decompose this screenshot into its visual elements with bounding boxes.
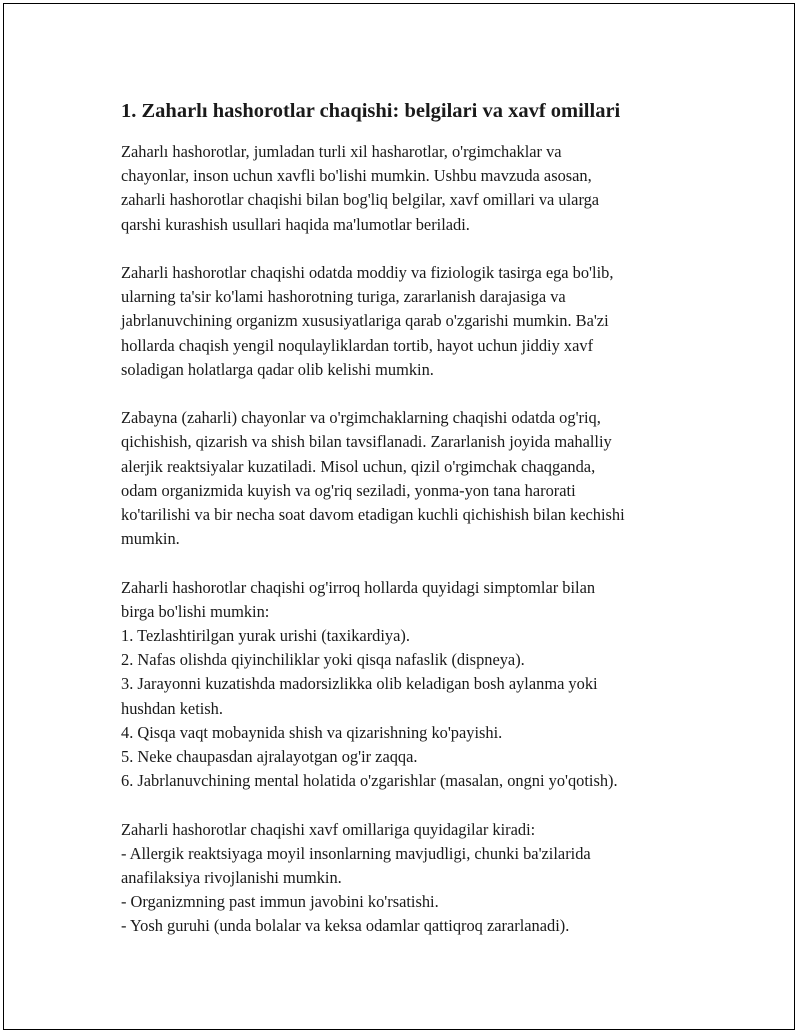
text-line: jabrlanuvchining organizm xususiyatlariga qarab o'zgarishi mumkin. Ba'zi — [121, 311, 609, 331]
text-line: qichishish, qizarish va shish bilan tavsiflanadi. Zararlanish joyida mahalliy — [121, 432, 612, 452]
text-line: odam organizmida kuyish va og'riq seziladi, yonma-yon tana harorati — [121, 480, 576, 500]
text-line: ko'tarilishi va bir necha soat davom etadigan kuchli qichishish bilan kechishi — [121, 505, 625, 525]
list-item: 2. Nafas olishda qiyinchiliklar yoki qisqa nafaslik (dispneya). — [121, 650, 525, 670]
list-item: 3. Jarayonni kuzatishda madorsizlikka olib keladigan bosh aylanma yoki — [121, 674, 598, 694]
list-item: 6. Jabrlanuvchining mental holatida o'zgarishlar (masalan, ongni yo'qotish). — [121, 771, 618, 791]
text-line: birga bo'lishi mumkin: — [121, 601, 270, 621]
text-line: soladigan holatlarga qadar olib kelishi mumkin. — [121, 359, 434, 379]
text-line: Zabayna (zaharli) chayonlar va o'rgimchaklarning chaqishi odatda og'riq, — [121, 408, 601, 428]
text-line: zaharli hashorotlar chaqishi bilan bog'liq belgilar, xavf omillari va ularga — [121, 190, 600, 210]
paragraph-intro — [121, 140, 701, 237]
list-item: - Yosh guruhi (unda bolalar va keksa odamlar qattiqroq zararlanadi). — [121, 916, 570, 936]
text-line: Zaharli hashorotlar chaqishi xavf omillariga quyidagilar kiradi: — [121, 819, 536, 839]
list-item: 5. Neke chaupasdan ajralayotgan og'ir zaqqa. — [121, 747, 418, 767]
paragraph-severe-symptoms — [121, 576, 701, 794]
list-item: - Organizmning past immun javobini ko'rsatishi. — [121, 892, 439, 912]
list-item: - Allergik reaktsiyaga moyil insonlarning mavjudligi, chunki ba'zilarida — [121, 843, 591, 863]
list-item-continuation: hushdan ketish. — [121, 698, 223, 718]
text-line: Zaharli hashorotlar chaqishi odatda moddiy va fiziologik tasirga ega bo'lib, — [121, 263, 614, 282]
text-line: alerjik reaktsiyalar kuzatiladi. Misol uchun, qizil o'rgimchak chaqganda, — [121, 456, 596, 476]
text-line: mumkin. — [121, 529, 180, 549]
paragraph-risk-factors — [121, 818, 701, 939]
text-line: qarshi kurashish usullari haqida ma'lumotlar beriladi. — [121, 214, 470, 234]
page-title: 1. Zaharlı hashorotlar chaqishi: belgilari va xavf omillari — [121, 100, 621, 122]
document-body — [121, 99, 701, 963]
text-line: Zaharlı hashorotlar, jumladan turli xil hasharotlar, o'rgimchaklar va — [121, 142, 562, 161]
text-line: ularning ta'sir ko'lami hashorotning turiga, zararlanish darajasiga va — [121, 287, 566, 307]
text-line: chayonlar, inson uchun xavfli bo'lishi mumkin. Ushbu mavzuda asosan, — [121, 166, 592, 186]
paragraph-effects — [121, 261, 701, 382]
list-item: 4. Qisqa vaqt mobaynida shish va qizarishning ko'payishi. — [121, 722, 503, 742]
list-item-continuation: anafilaksiya rivojlanishi mumkin. — [121, 868, 342, 888]
paragraph-symptoms-local — [121, 406, 701, 551]
text-line: hollarda chaqish yengil noqulayliklardan tortib, hayot uchun jiddiy xavf — [121, 335, 594, 355]
list-item: 1. Tezlashtirilgan yurak urishi (taxikardiya). — [121, 626, 410, 646]
text-line: Zaharli hashorotlar chaqishi og'irroq hollarda quyidagi simptomlar bilan — [121, 577, 596, 597]
page-frame — [3, 3, 795, 1030]
